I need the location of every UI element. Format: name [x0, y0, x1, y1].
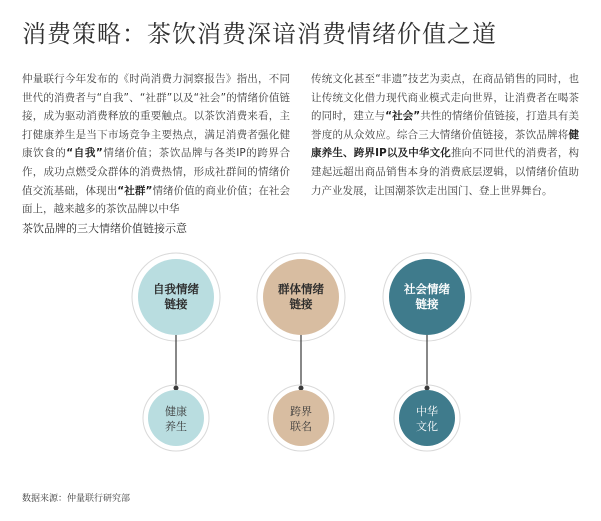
body-paragraph-left: [22, 70, 290, 219]
text-run-bold: “社会”: [385, 110, 421, 123]
label-line: 链接: [164, 297, 188, 311]
label-line: 群体情绪: [278, 282, 324, 296]
text-run: 共性的情绪价值链接，打造具有美誉度的从众效应。综合三大情绪价值链接，茶饮品牌将: [311, 110, 580, 141]
text-run: 情绪价值的商业价值；在社会面上，越来越多的茶饮品牌以中华: [22, 184, 291, 216]
text-run-bold: “社群”: [117, 184, 153, 197]
label-line: 链接: [415, 297, 439, 311]
node-group-sublabel: [256, 404, 346, 434]
label-line: 健康: [165, 405, 187, 418]
text-run-bold: 健康养生、跨界IP以及中华文化: [311, 128, 579, 160]
node-self-sublabel: [131, 404, 221, 434]
node-society-sublabel: [382, 404, 472, 434]
label-line: 中华: [416, 405, 438, 418]
text-run-bold: “自我”: [66, 147, 103, 160]
label-line: 跨界: [290, 405, 312, 418]
connector-dot: [174, 386, 179, 391]
diagram-title: 茶饮品牌的三大情绪价值链接示意: [22, 222, 187, 235]
text-run: 情绪价值；茶饮品牌与各类IP的跨界合作，成功点燃受众群体的消费热情，形成社群间的情绪价值交流基础，体现出: [22, 147, 290, 197]
connector-dot: [299, 386, 304, 391]
label-line: 文化: [416, 420, 438, 433]
text-run: 仲量联行今年发布的《时尚消费力洞察报告》指出，不同世代的消费者与“自我”、“社群”以及“社会”的情绪价值链接，成为驱动消费释放的重要触点。以茶饮消费来看，主打健康养生是当下市场竞争主要热点，满足消费者强化健康饮食的: [22, 73, 290, 160]
body-paragraph-right: [311, 70, 579, 200]
node-society-label: [382, 282, 472, 312]
label-line: 链接: [289, 297, 313, 311]
label-line: 联名: [290, 420, 312, 433]
source-note: 数据来源：仲量联行研究部: [22, 494, 131, 504]
connector-dot: [425, 386, 430, 391]
emotion-link-diagram: [0, 240, 601, 480]
label-line: 养生: [165, 420, 187, 433]
text-run: 传统文化甚至“非遗”技艺为卖点，在商品销售的同时，也让传统文化借力现代商业模式走向世界，让消费者在喝茶的同时，建立与: [311, 73, 579, 123]
page-title: 消费策略：茶饮消费深谙消费情绪价值之道: [22, 20, 497, 48]
text-run: 推向不同世代的消费者，构建起远超出商品销售本身的消费底层逻辑，以情绪价值助力产业发展，让国潮茶饮走出国门、登上世界舞台。: [311, 147, 579, 197]
node-group-label: [256, 282, 346, 312]
label-line: 社会情绪: [404, 282, 450, 296]
label-line: 自我情绪: [153, 282, 199, 296]
node-self-label: [131, 282, 221, 312]
